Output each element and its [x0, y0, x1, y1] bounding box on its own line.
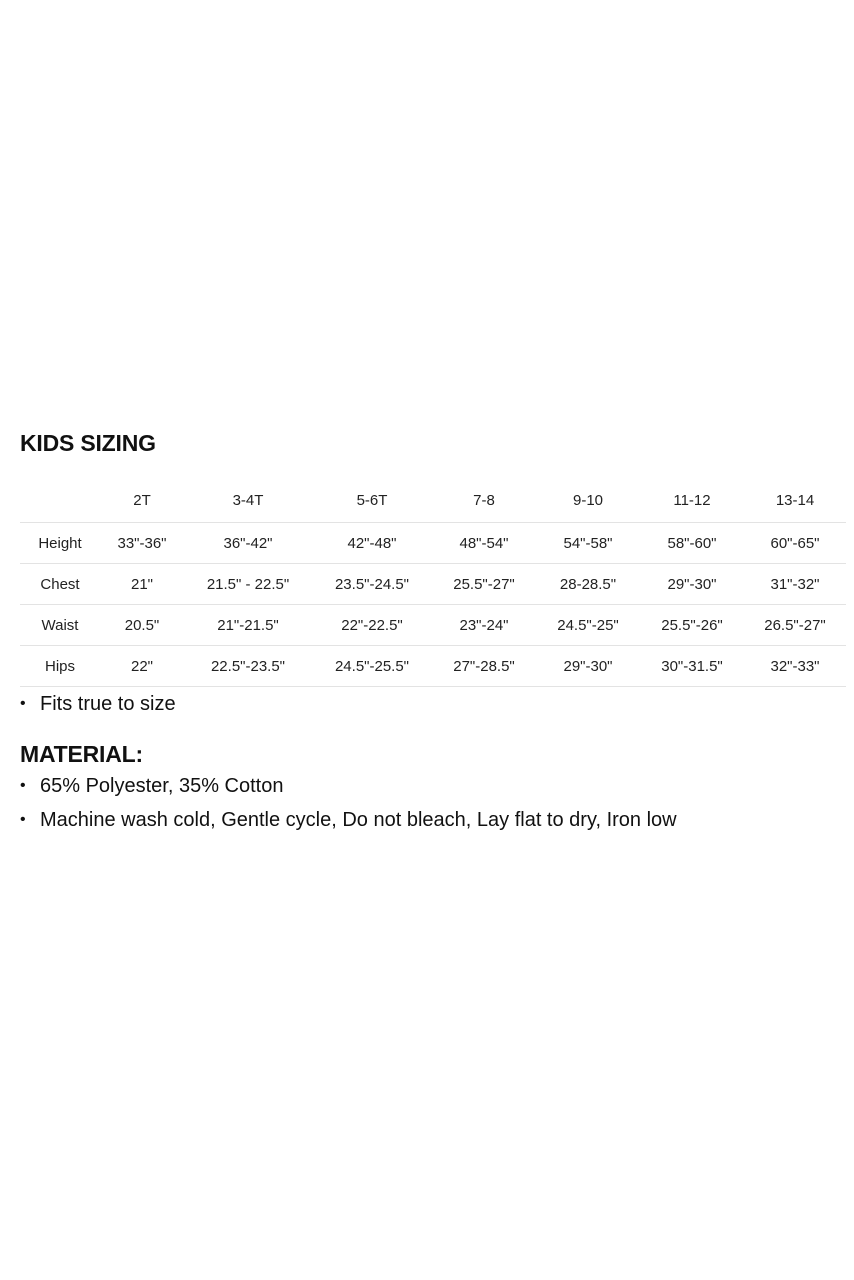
row-label: Chest	[20, 564, 100, 605]
table-cell: 21"	[100, 564, 184, 605]
table-row-chest	[20, 564, 846, 605]
table-cell: 58"-60"	[640, 523, 744, 564]
table-cell: 26.5"-27"	[744, 605, 846, 646]
header-size-11-12: 11-12	[640, 478, 744, 523]
row-label: Height	[20, 523, 100, 564]
table-cell: 24.5"-25.5"	[312, 646, 432, 687]
table-cell: 20.5"	[100, 605, 184, 646]
table-cell: 32"-33"	[744, 646, 846, 687]
header-size-2t: 2T	[100, 478, 184, 523]
table-cell: 22.5"-23.5"	[184, 646, 312, 687]
table-cell: 24.5"-25"	[536, 605, 640, 646]
product-details	[20, 428, 846, 837]
table-cell: 29"-30"	[536, 646, 640, 687]
table-cell: 25.5"-27"	[432, 564, 536, 605]
list-item-text: Machine wash cold, Gentle cycle, Do not bleach, Lay flat to dry, Iron low	[40, 809, 677, 831]
header-size-13-14: 13-14	[744, 478, 846, 523]
size-chart-table	[20, 478, 846, 687]
list-item	[20, 769, 846, 803]
header-size-7-8: 7-8	[432, 478, 536, 523]
kids-sizing-heading: KIDS SIZING	[20, 430, 156, 456]
table-cell: 30"-31.5"	[640, 646, 744, 687]
table-cell: 54"-58"	[536, 523, 640, 564]
table-cell: 31"-32"	[744, 564, 846, 605]
list-item	[20, 687, 846, 721]
bullet-icon: •	[20, 695, 26, 712]
table-cell: 21.5" - 22.5"	[184, 564, 312, 605]
list-item-text: 65% Polyester, 35% Cotton	[40, 775, 284, 797]
table-cell: 60"-65"	[744, 523, 846, 564]
row-label: Waist	[20, 605, 100, 646]
table-row-hips	[20, 646, 846, 687]
table-cell: 28-28.5"	[536, 564, 640, 605]
bullet-icon: •	[20, 811, 26, 828]
header-size-5-6t: 5-6T	[312, 478, 432, 523]
table-cell: 22"	[100, 646, 184, 687]
table-cell: 42"-48"	[312, 523, 432, 564]
table-row-waist	[20, 605, 846, 646]
header-size-3-4t: 3-4T	[184, 478, 312, 523]
table-cell: 25.5"-26"	[640, 605, 744, 646]
list-item	[20, 803, 846, 837]
table-cell: 22"-22.5"	[312, 605, 432, 646]
table-row-height	[20, 523, 846, 564]
material-heading: MATERIAL:	[20, 741, 143, 767]
table-cell: 33"-36"	[100, 523, 184, 564]
table-cell: 27"-28.5"	[432, 646, 536, 687]
header-size-9-10: 9-10	[536, 478, 640, 523]
bullet-icon: •	[20, 777, 26, 794]
size-header-row	[20, 478, 846, 523]
fit-list	[20, 687, 846, 721]
table-cell: 48"-54"	[432, 523, 536, 564]
row-label: Hips	[20, 646, 100, 687]
header-cell-empty	[20, 478, 100, 523]
table-cell: 23.5"-24.5"	[312, 564, 432, 605]
material-list	[20, 769, 846, 837]
table-cell: 21"-21.5"	[184, 605, 312, 646]
table-cell: 36"-42"	[184, 523, 312, 564]
list-item-text: Fits true to size	[40, 693, 176, 715]
table-cell: 23"-24"	[432, 605, 536, 646]
table-cell: 29"-30"	[640, 564, 744, 605]
